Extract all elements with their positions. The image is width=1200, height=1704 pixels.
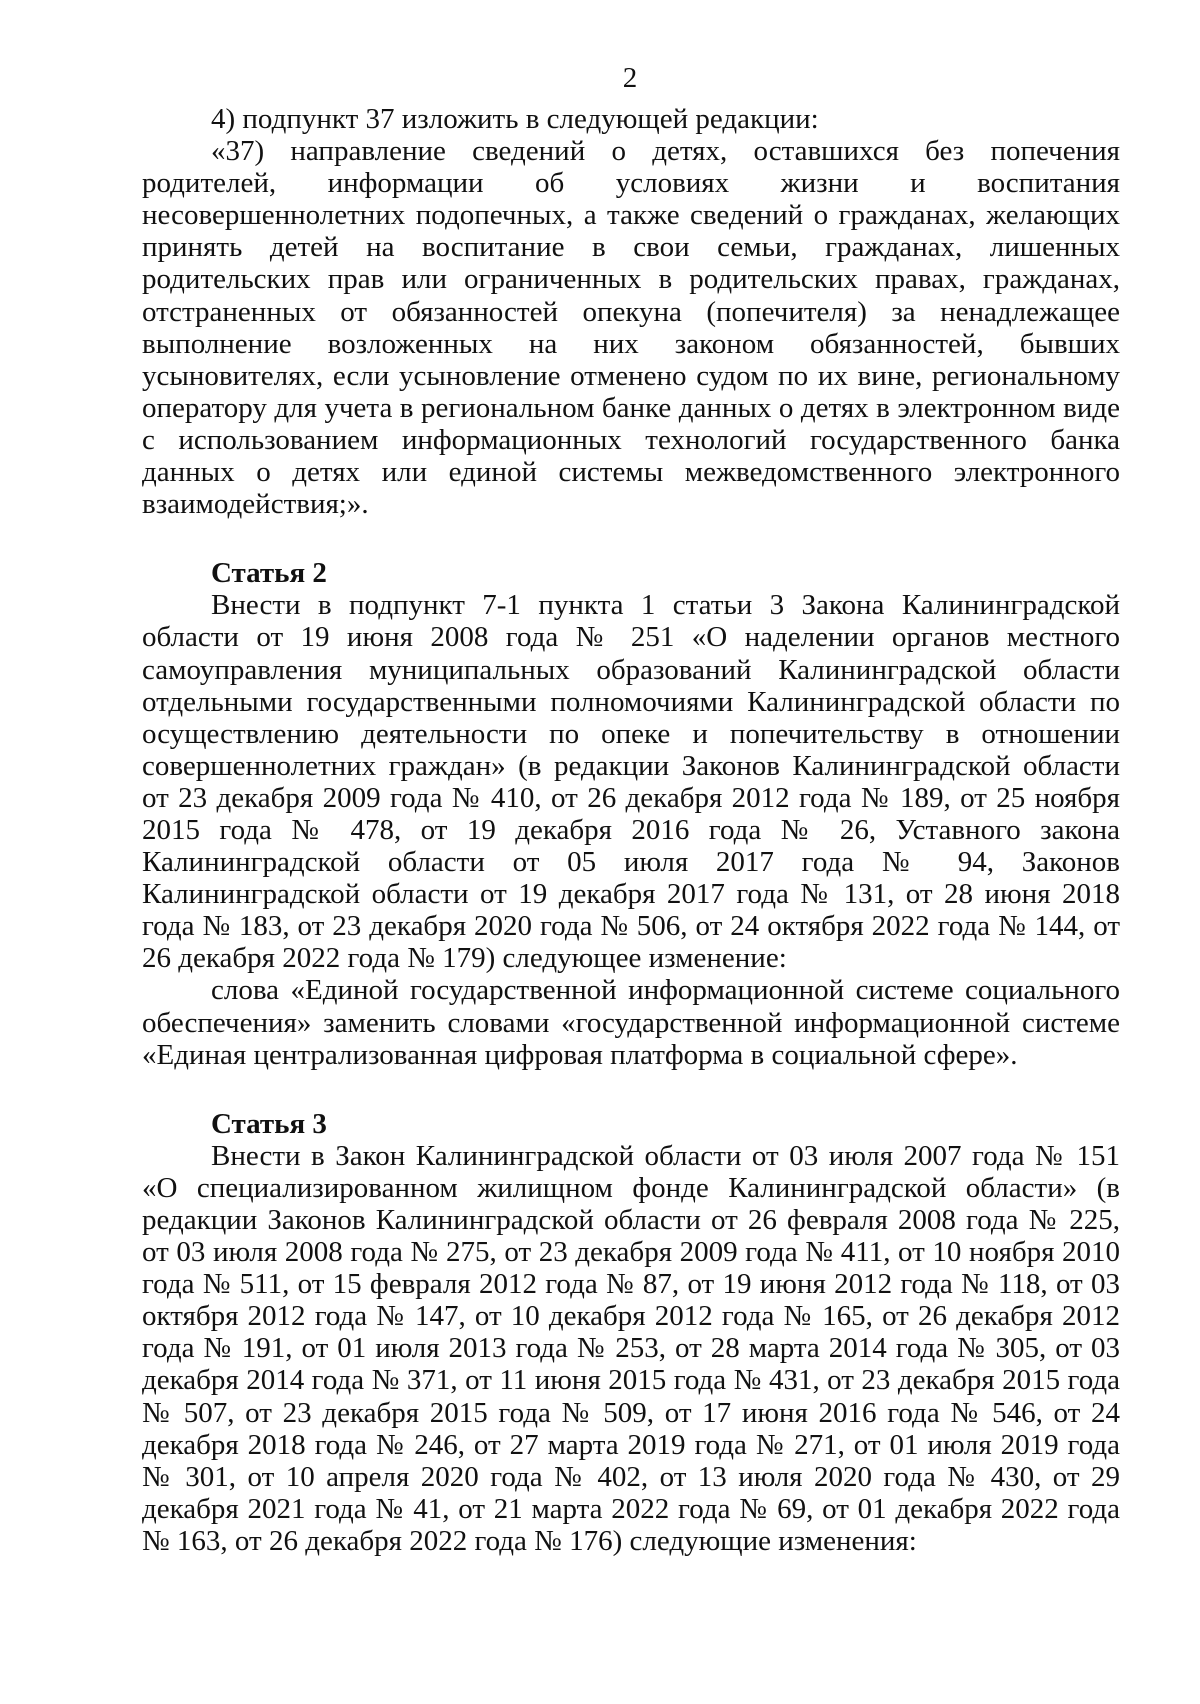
article-3-text: Внести в Закон Калининградской области от 03 июля 2007 года № 151 «О специализированном жилищном фонде Калининградской области» (в редакции Законов Калининградской области от 26 февраля 2008 года № 225, от 03 июля 2008 года № 275, от 23 декабря 2009 года № 411, от 10 ноября 2010 года № 511, от 15 февраля 2012 года № 87, от 19 июня 2012 года № 118, от 03 октября 2012 года № 147, от 10 декабря 2012 года № 165, от 26 декабря 2012 года № 191, от 01 июля 2013 года № 253, от 28 марта 2014 года № 305, от 03 декабря 2014 года № 371, от 11 июня 2015 года № 431, от 23 декабря 2015 года № 507, от 23 декабря 2015 года № 509, от 17 июня 2016 года № 546, от 24 декабря 2018 года № 246, от 27 марта 2019 года № 271, от 01 июля 2019 года № 301, от 10 апреля 2020 года № 402, от 13 июля 2020 года № 430, от 29 декабря 2021 года № 41, от 21 марта 2022 года № 69, от 01 декабря 2022 года № 163, от 26 декабря 2022 года № 176) следующие изменения: (142, 1139, 1120, 1557)
document-body (142, 103, 1120, 1557)
page-number: 2 (622, 62, 638, 94)
paragraph-item37: «37) направление сведений о детях, оставшихся без попечения родителей, информации об условиях жизни и воспитания несовершеннолетних подопечных, а также сведений о гражданах, желающих принять детей на воспитание в свои семьи, гражданах, лишенных родительских прав или ограниченных в родительских правах, гражданах, отстраненных от обязанностей опекуна (попечителя) за ненадлежащее выполнение возложенных на них законом обязанностей, бывших усыновителях, если усыновление отменено судом по их вине, региональному оператору для учета в региональном банке данных о детях в электронном виде с использованием информационных технологий государственного банка данных о детях или единой системы межведомственного электронного взаимодействия;». (142, 135, 1120, 521)
article-3-heading: Статья 3 (211, 1107, 327, 1140)
article-2-text: Внести в подпункт 7-1 пункта 1 статьи 3 Закона Калининградской области от 19 июня 2008 года № 251 «О наделении органов местного самоуправления муниципальных образований Калининградской области отдельными государственными полномочиями Калининградской области по осуществлению деятельности по опеке и попечительству в отношении совершеннолетних граждан» (в редакции Законов Калининградской области от 23 декабря 2009 года № 410, от 26 декабря 2012 года № 189, от 25 ноября 2015 года № 478, от 19 декабря 2016 года № 26, Уставного закона Калининградской области от 05 июля 2017 года № 94, Законов Калининградской области от 19 декабря 2017 года № 131, от 28 июня 2018 года № 183, от 23 декабря 2020 года № 506, от 24 октября 2022 года № 144, от 26 декабря 2022 года № 179) следующее изменение: (142, 589, 1120, 975)
article-2-change: слова «Единой государственной информационной системе социального обеспечения» заменить словами «государственной информационной системе «Единая централизованная цифровая платформа в социальной сфере». (142, 974, 1120, 1071)
paragraph-item4-intro: 4) подпункт 37 изложить в следующей редакции: (211, 103, 819, 135)
article-2-heading: Статья 2 (211, 557, 327, 590)
